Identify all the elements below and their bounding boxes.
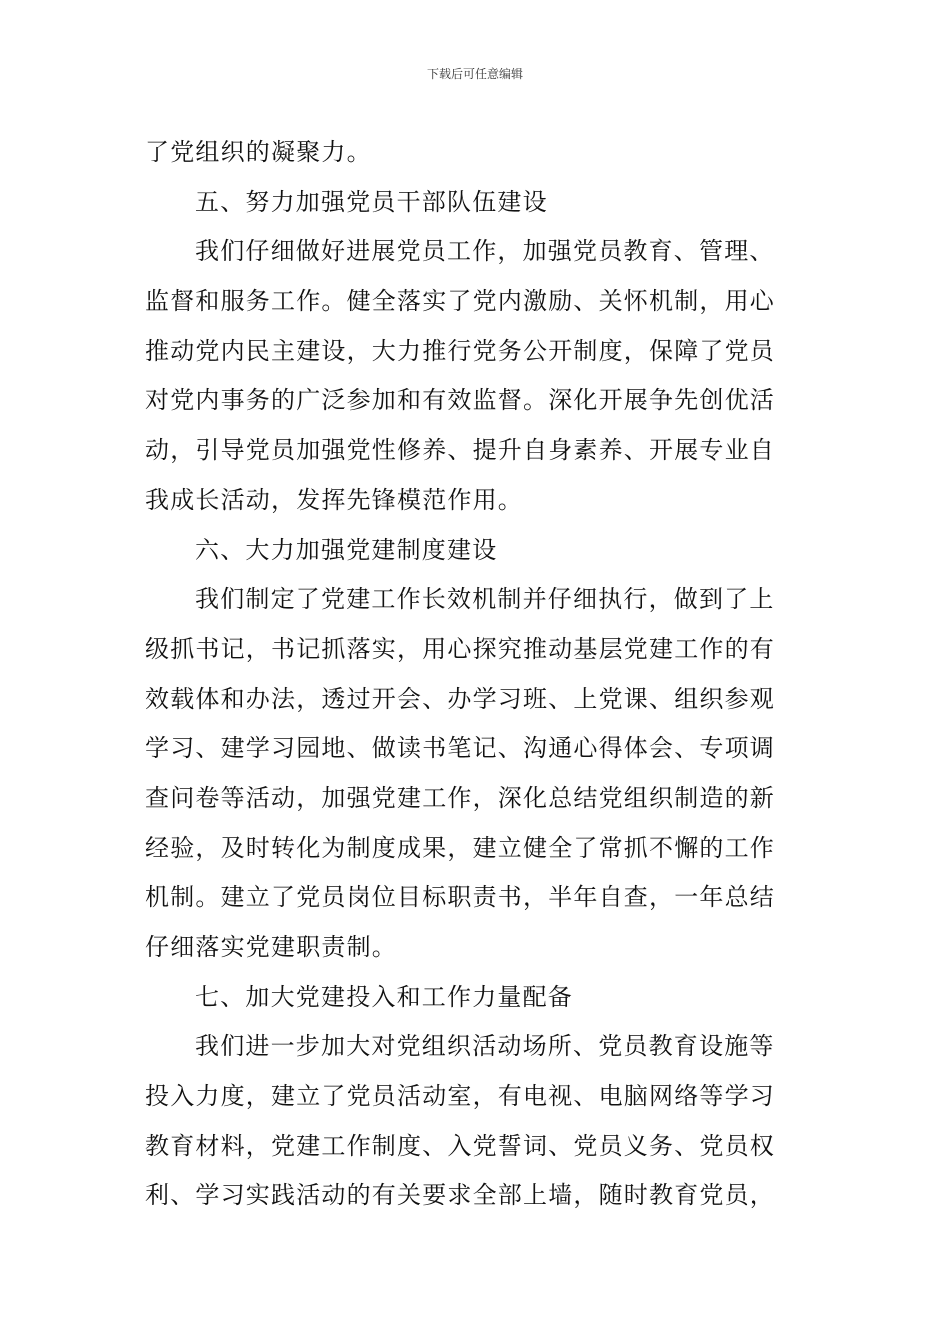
section-heading-5: 五、努力加强党员干部队伍建设 — [195, 187, 548, 216]
text-line-8: 我成长活动，发挥先锋模范作用。 — [145, 485, 523, 514]
text-line-19: 我们进一步加大对党组织活动场所、党员教育设施等 — [195, 1032, 775, 1061]
text-line-13: 学习、建学习园地、做读书笔记、沟通心得体会、专项调 — [145, 734, 775, 763]
document-body — [145, 128, 807, 1221]
section-heading-6: 六、大力加强党建制度建设 — [195, 535, 498, 564]
text-line-4: 监督和服务工作。健全落实了党内激励、关怀机制，用心 — [145, 287, 775, 316]
text-line-17: 仔细落实党建职责制。 — [145, 933, 397, 961]
text-line-22: 利、学习实践活动的有关要求全部上墙，随时教育党员， — [145, 1181, 775, 1210]
text-line-5: 推动党内民主建设，大力推行党务公开制度，保障了党员 — [145, 336, 775, 365]
text-line-14: 查问卷等活动，加强党建工作，深化总结党组织制造的新 — [145, 783, 775, 812]
text-line-21: 教育材料，党建工作制度、入党誓词、党员义务、党员权 — [145, 1131, 775, 1160]
text-line-10: 我们制定了党建工作长效机制并仔细执行，做到了上 — [195, 585, 775, 614]
text-line-7: 动，引导党员加强党性修养、提升自身素养、开展专业自 — [145, 436, 775, 465]
text-line-3: 我们仔细做好进展党员工作，加强党员教育、管理、 — [195, 237, 775, 266]
text-line-15: 经验，及时转化为制度成果，建立健全了常抓不懈的工作 — [145, 833, 775, 862]
text-line-16: 机制。建立了党员岗位目标职责书，半年自查，一年总结 — [145, 883, 775, 912]
text-line-1: 了党组织的凝聚力。 — [145, 138, 372, 166]
text-line-12: 效载体和办法，透过开会、办学习班、上党课、组织参观 — [145, 684, 775, 713]
section-heading-7: 七、加大党建投入和工作力量配备 — [195, 982, 573, 1011]
page-header: 下载后可任意编辑 — [426, 67, 523, 81]
text-line-11: 级抓书记，书记抓落实，用心探究推动基层党建工作的有 — [145, 634, 775, 663]
text-line-20: 投入力度，建立了党员活动室，有电视、电脑网络等学习 — [145, 1082, 775, 1111]
text-line-6: 对党内事务的广泛参加和有效监督。深化开展争先创优活 — [145, 386, 775, 415]
